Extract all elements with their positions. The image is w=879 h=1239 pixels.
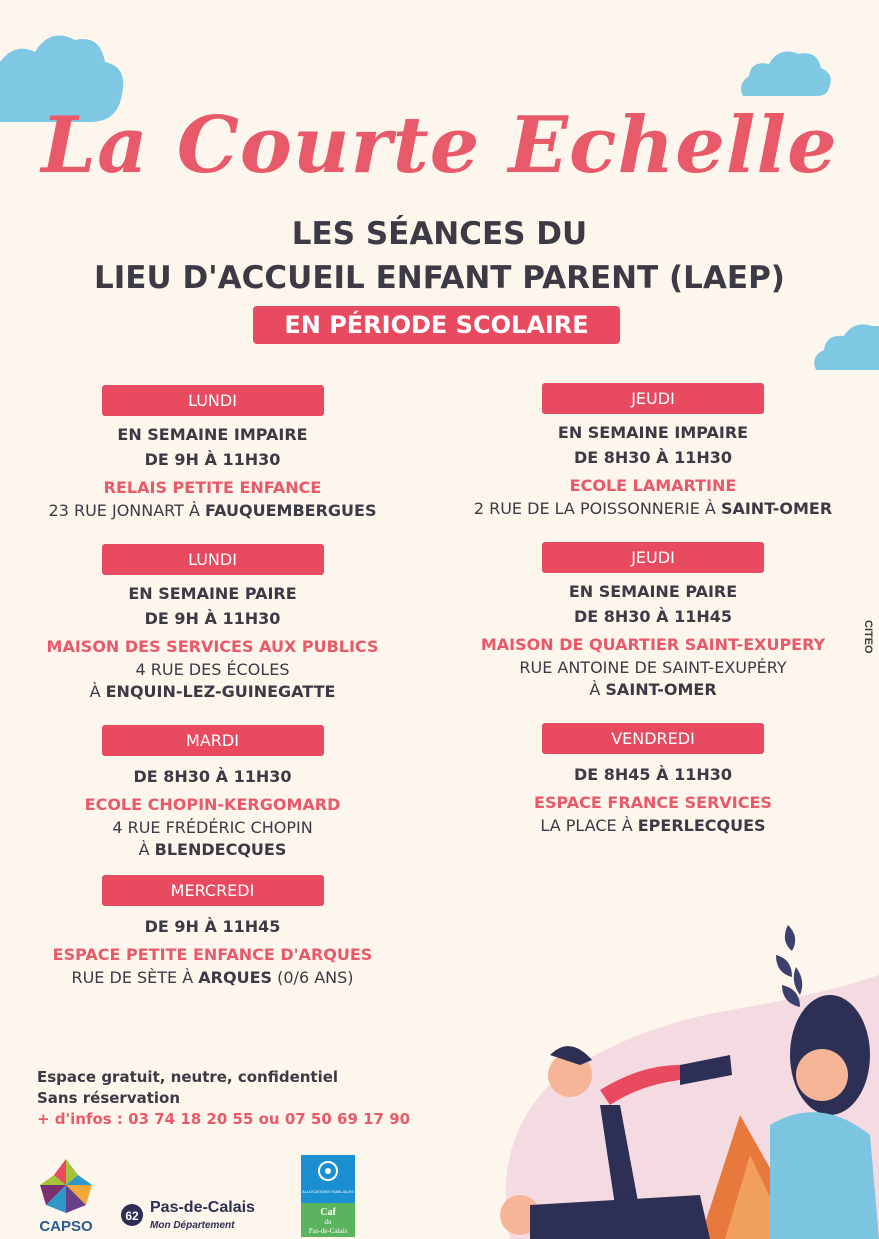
caf-du: du [324,1218,332,1226]
day-badge: JEUDI [542,383,764,414]
session-thursday-even [448,542,858,701]
session-city: À SAINT-OMER [589,680,717,699]
caf-region: Pas-de-Calais [308,1227,348,1235]
session-place: ECOLE LAMARTINE [569,476,737,495]
session-tuesday [20,725,405,861]
session-friday [448,723,858,837]
day-badge: MERCREDI [102,875,324,906]
session-time: DE 9H À 11H30 [144,450,281,469]
capso-name: CAPSO [39,1218,93,1235]
session-address: 23 RUE JONNART À FAUQUEMBERGUES [48,501,377,520]
info-contact: + d'infos : 03 74 18 20 55 ou 07 50 69 17 90 [37,1110,411,1128]
session-monday-even [20,544,405,703]
session-city: À ENQUIN-LEZ-GUINEGATTE [89,682,336,701]
pdc-name: Pas-de-Calais [150,1199,255,1216]
pas-de-calais-logo [120,1195,285,1235]
citeo-brand: CITEO [862,620,874,654]
period-badge: EN PÉRIODE SCOLAIRE [253,306,620,344]
session-address: LA PLACE À EPERLECQUES [540,816,766,835]
session-time: DE 8H45 À 11H30 [573,765,732,784]
main-title: La Courte Echelle [41,100,838,191]
caf-top: ALLOCATIONS FAMILIALES [302,1189,354,1194]
session-place: MAISON DE QUARTIER SAINT-EXUPERY [480,635,826,654]
day-badge: JEUDI [542,542,764,573]
session-time: DE 9H À 11H45 [144,917,281,936]
cloud-top-right-icon [737,44,833,96]
session-city: À BLENDECQUES [138,840,287,859]
info-line-1: Espace gratuit, neutre, confidentiel [37,1068,339,1086]
session-time: DE 9H À 11H30 [144,609,281,628]
capso-logo [26,1155,106,1237]
session-wednesday [20,875,405,989]
day-badge: LUNDI [102,544,324,575]
caf-logo [301,1155,355,1237]
session-place: MAISON DES SERVICES AUX PUBLICS [46,637,379,656]
session-address: 4 RUE DES ÉCOLES [135,660,290,679]
session-thursday-odd [448,383,858,520]
day-badge: LUNDI [102,385,324,416]
caf-name: Caf [320,1207,336,1218]
schedule-column-right [448,383,858,837]
session-address: RUE ANTOINE DE SAINT-EXUPÉRY [519,658,787,677]
session-week: EN SEMAINE IMPAIRE [117,425,308,444]
subtitle-line-1: LES SÉANCES DU [291,216,588,252]
session-place: RELAIS PETITE ENFANCE [103,478,322,497]
session-address: 4 RUE FRÉDÉRIC CHOPIN [112,818,313,837]
session-time: DE 8H30 À 11H30 [133,767,292,786]
leaf-icon [776,925,802,1007]
session-place: ESPACE FRANCE SERVICES [534,793,772,812]
session-time: DE 8H30 À 11H30 [573,448,732,467]
session-place: ESPACE PETITE ENFANCE D'ARQUES [52,945,373,964]
info-block [37,1067,410,1130]
side-credit [855,620,874,870]
session-address: 2 RUE DE LA POISSONNERIE À SAINT-OMER [473,499,833,518]
session-week: EN SEMAINE IMPAIRE [557,423,749,442]
cloud-right-icon [812,318,879,370]
session-monday-odd [20,385,405,522]
info-line-2: Sans réservation [37,1089,181,1107]
session-week: EN SEMAINE PAIRE [128,584,297,603]
parent-child-illustration [470,915,879,1239]
session-address: RUE DE SÈTE À ARQUES (0/6 ANS) [71,968,354,987]
session-time: DE 8H30 À 11H45 [573,607,732,626]
day-badge: MARDI [102,725,324,756]
schedule-column-left [20,385,405,989]
subtitle-line-2: LIEU D'ACCUEIL ENFANT PARENT (LAEP) [94,260,785,296]
session-place: ECOLE CHOPIN-KERGOMARD [84,795,341,814]
pdc-number: 62 [125,1209,139,1223]
session-week: EN SEMAINE PAIRE [568,582,738,601]
pdc-sub: Mon Département [150,1220,235,1231]
day-badge: VENDREDI [542,723,764,754]
